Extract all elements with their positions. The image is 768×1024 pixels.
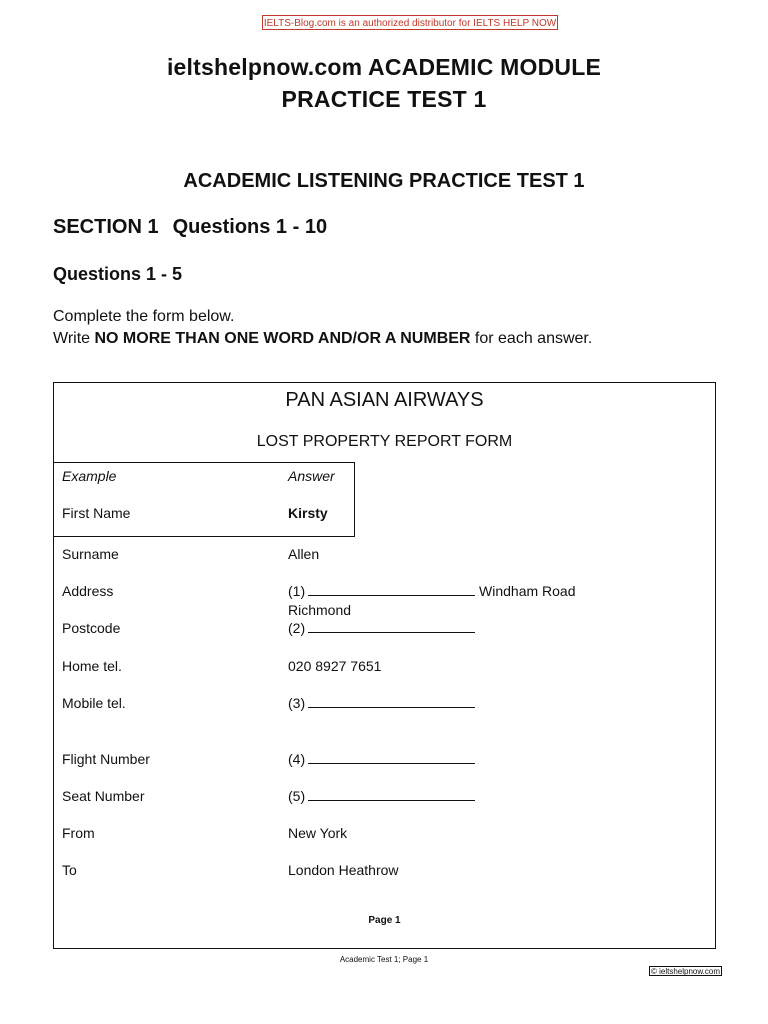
field-label: Surname xyxy=(62,546,119,562)
form-row-postcode xyxy=(54,620,715,640)
section-heading xyxy=(53,216,327,239)
page-footer: Academic Test 1; Page 1 xyxy=(339,955,429,964)
form-row-from xyxy=(54,825,715,845)
field-value: 020 8927 7651 xyxy=(288,658,382,674)
instruction-line-1: Complete the form below. xyxy=(53,308,235,325)
field-value xyxy=(288,583,576,599)
instruction-suffix: for each answer. xyxy=(470,330,593,347)
question-number: (5) xyxy=(288,788,306,804)
field-value xyxy=(288,751,475,767)
instruction-line-2 xyxy=(53,330,592,348)
form-row-flight-number xyxy=(54,751,715,771)
form-row-address-line2 xyxy=(54,602,715,622)
question-number: (2) xyxy=(288,620,306,636)
example-field: First Name xyxy=(62,505,131,521)
test-subtitle: ACADEMIC LISTENING PRACTICE TEST 1 xyxy=(183,170,585,192)
instruction-prefix: Write xyxy=(53,330,95,347)
form-row-mobile-tel xyxy=(54,695,715,715)
form-row-to xyxy=(54,862,715,882)
answer-label: Answer xyxy=(288,468,335,484)
field-suffix: Windham Road xyxy=(475,583,576,599)
example-header-row xyxy=(54,468,715,488)
field-value: Richmond xyxy=(288,602,352,618)
example-value: Kirsty xyxy=(288,505,328,521)
page-title-line2: PRACTICE TEST 1 xyxy=(281,86,487,112)
question-number: (4) xyxy=(288,751,306,767)
example-row xyxy=(54,505,715,525)
field-value: New York xyxy=(288,825,348,841)
answer-blank-4[interactable] xyxy=(308,751,475,764)
field-label: Home tel. xyxy=(62,658,122,674)
field-label: Address xyxy=(62,583,114,599)
field-value xyxy=(288,788,475,804)
form-row-home-tel xyxy=(54,658,715,678)
question-number: (1) xyxy=(288,583,306,599)
example-label: Example xyxy=(62,468,117,484)
page-title: ieltshelpnow.com ACADEMIC MODULE xyxy=(166,54,602,80)
field-value: Allen xyxy=(288,546,320,562)
field-label: Mobile tel. xyxy=(62,695,126,711)
field-label: To xyxy=(62,862,77,878)
answer-blank-1[interactable] xyxy=(308,583,475,596)
instruction-emphasis: NO MORE THAN ONE WORD AND/OR A NUMBER xyxy=(94,330,471,347)
field-label: Seat Number xyxy=(62,788,145,804)
field-value xyxy=(288,620,475,636)
form-page-number: Page 1 xyxy=(368,915,401,926)
form-row-surname xyxy=(54,546,715,566)
answer-blank-2[interactable] xyxy=(308,620,475,633)
questions-heading: Questions 1 - 5 xyxy=(53,264,183,284)
form-row-seat-number xyxy=(54,788,715,808)
answer-blank-3[interactable] xyxy=(308,695,475,708)
answer-blank-5[interactable] xyxy=(308,788,475,801)
field-label: Flight Number xyxy=(62,751,150,767)
field-value: London Heathrow xyxy=(288,862,399,878)
field-label: Postcode xyxy=(62,620,121,636)
section-questions: Questions 1 - 10 xyxy=(172,216,328,238)
form-row-address xyxy=(54,583,715,603)
copyright-notice: © ieltshelpnow.com xyxy=(650,967,721,976)
form-name: LOST PROPERTY REPORT FORM xyxy=(256,433,513,450)
form-airline-title: PAN ASIAN AIRWAYS xyxy=(285,389,484,411)
field-label: From xyxy=(62,825,95,841)
field-value xyxy=(288,695,475,711)
distributor-notice[interactable]: IELTS-Blog.com is an authorized distributor for IELTS HELP NOW xyxy=(262,15,558,30)
section-label: SECTION 1 xyxy=(53,216,159,238)
lost-property-form xyxy=(53,382,716,949)
question-number: (3) xyxy=(288,695,306,711)
